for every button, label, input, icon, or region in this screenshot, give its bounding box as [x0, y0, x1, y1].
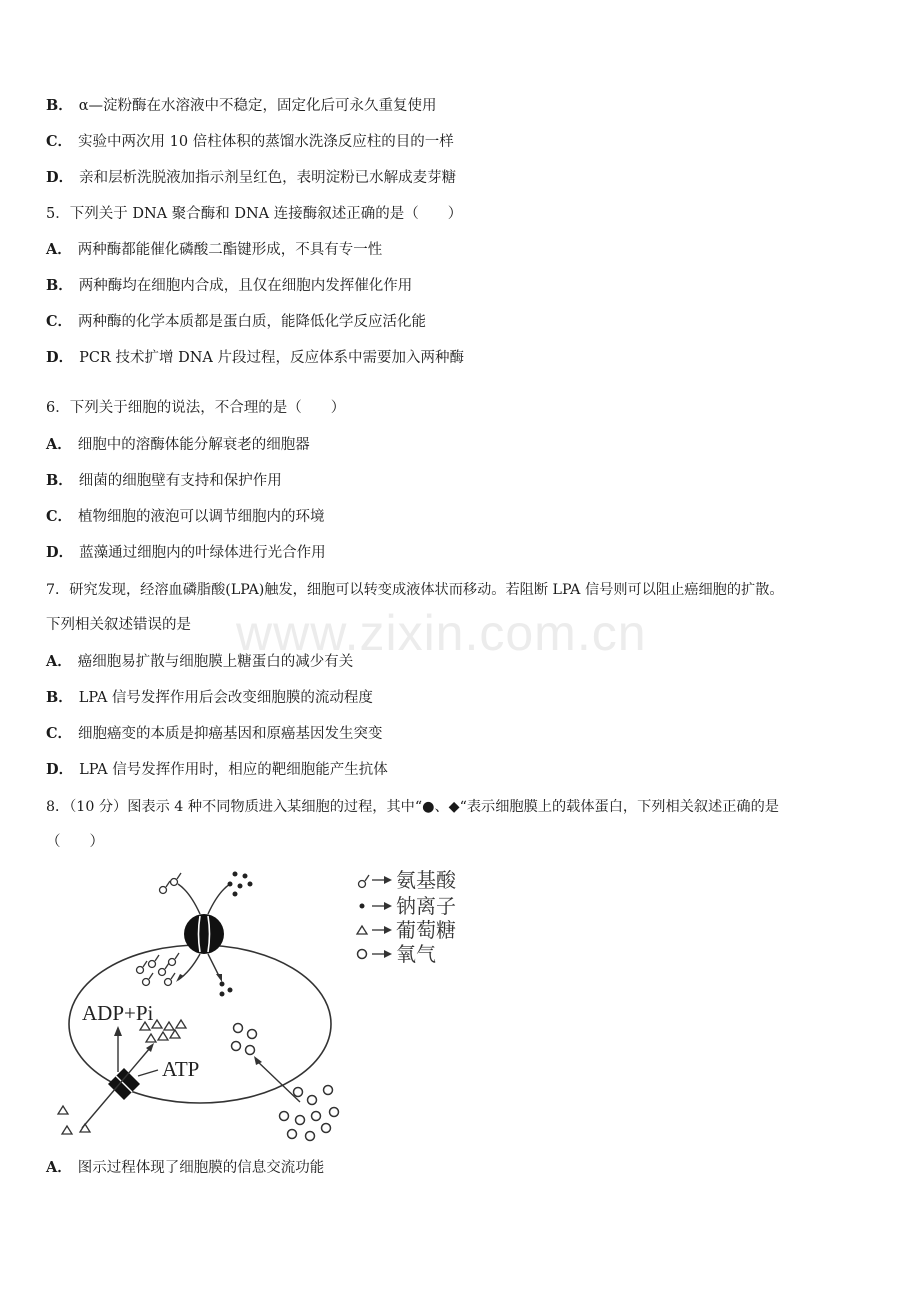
- q7-option-b: B． LPA 信号发挥作用后会改变细胞膜的流动程度: [46, 689, 373, 706]
- q7-option-a: A． 癌细胞易扩散与细胞膜上糖蛋白的减少有关: [46, 653, 354, 670]
- amino-acid-group-outside: [160, 873, 182, 894]
- q6-option-d: D． 蓝藻通过细胞内的叶绿体进行光合作用: [46, 544, 326, 561]
- oxygen-group-inside: [232, 1024, 257, 1055]
- q5-option-b: B． 两种酶均在细胞内合成，且仅在细胞内发挥催化作用: [46, 277, 413, 294]
- sodium-ion-group-inside: [220, 982, 233, 997]
- q7-option-d: D． LPA 信号发挥作用时，相应的靶细胞能产生抗体: [46, 761, 388, 778]
- legend: [357, 868, 457, 966]
- atp-pointer: [138, 1070, 158, 1076]
- q5-option-c: C． 两种酶的化学本质都是蛋白质，能降低化学反应活化能: [46, 313, 427, 330]
- q8-stem-line1: 8．（10 分）图表示 4 种不同物质进入某细胞的过程，其中“●、◆“表示细胞膜上的载体蛋白，下列相关叙述正确的是: [46, 799, 779, 815]
- legend-amino-acid-symbol: [359, 875, 370, 888]
- q8-option-a: A． 图示过程体现了细胞膜的信息交流功能: [46, 1159, 325, 1176]
- q7-stem-line1: 7．研究发现，经溶血磷脂酸(LPA)触发，细胞可以转变成液体状而移动。若阻断 LPA 信号则可以阻止癌细胞的扩散。: [46, 582, 784, 598]
- q5-option-a: A． 两种酶都能催化磷酸二酯键形成，不具有专一性: [46, 241, 383, 258]
- adp-pi-label: ADP+Pi: [82, 1001, 154, 1025]
- glucose-arrow: [82, 1048, 150, 1128]
- atp-label: ATP: [162, 1057, 200, 1081]
- q4-option-b: B． α—淀粉酶在水溶液中不稳定，固定化后可永久重复使用: [46, 97, 437, 114]
- legend-amino-acid: 氨基酸: [396, 868, 456, 892]
- q5-stem: 5．下列关于 DNA 聚合酶和 DNA 连接酶叙述正确的是（ ）: [46, 206, 463, 222]
- q5-option-d: D． PCR 技术扩增 DNA 片段过程，反应体系中需要加入两种酶: [46, 349, 464, 366]
- sodium-ion-group-outside: [228, 872, 253, 897]
- legend-oxygen: 氧气: [396, 942, 436, 966]
- q6-stem: 6．下列关于细胞的说法，不合理的是（ ）: [46, 400, 346, 416]
- q7-option-c: C． 细胞癌变的本质是抑癌基因和原癌基因发生突变: [46, 725, 383, 742]
- legend-glucose: 葡萄糖: [396, 918, 456, 942]
- q8-stem-line2: （ ）: [46, 834, 104, 850]
- legend-oxygen-symbol: [358, 950, 367, 959]
- q6-option-b: B． 细菌的细胞壁有支持和保护作用: [46, 472, 282, 489]
- q6-option-a: A． 细胞中的溶酶体能分解衰老的细胞器: [46, 436, 310, 453]
- q4-option-c: C． 实验中两次用 10 倍柱体积的蒸馏水洗涤反应柱的目的一样: [46, 133, 454, 150]
- cell-transport-figure: [50, 862, 470, 1147]
- channel-protein: [176, 884, 230, 982]
- q7-stem-line2: 下列相关叙述错误的是: [46, 617, 191, 633]
- q6-option-c: C． 植物细胞的液泡可以调节细胞内的环境: [46, 508, 325, 525]
- oxygen-group-outside: [280, 1086, 339, 1141]
- glucose-group-outside: [58, 1106, 90, 1134]
- q4-option-d: D． 亲和层析洗脱液加指示剂呈红色，表明淀粉已水解成麦芽糖: [46, 169, 457, 186]
- legend-sodium-symbol: [360, 904, 365, 909]
- legend-sodium: 钠离子: [396, 894, 456, 918]
- watermark: www.zixin.com.cn: [236, 605, 647, 661]
- legend-glucose-symbol: [357, 926, 367, 934]
- amino-acid-group-inside: [137, 953, 180, 986]
- oxygen-arrow: [256, 1060, 300, 1102]
- carrier-protein-pump: [108, 1068, 140, 1100]
